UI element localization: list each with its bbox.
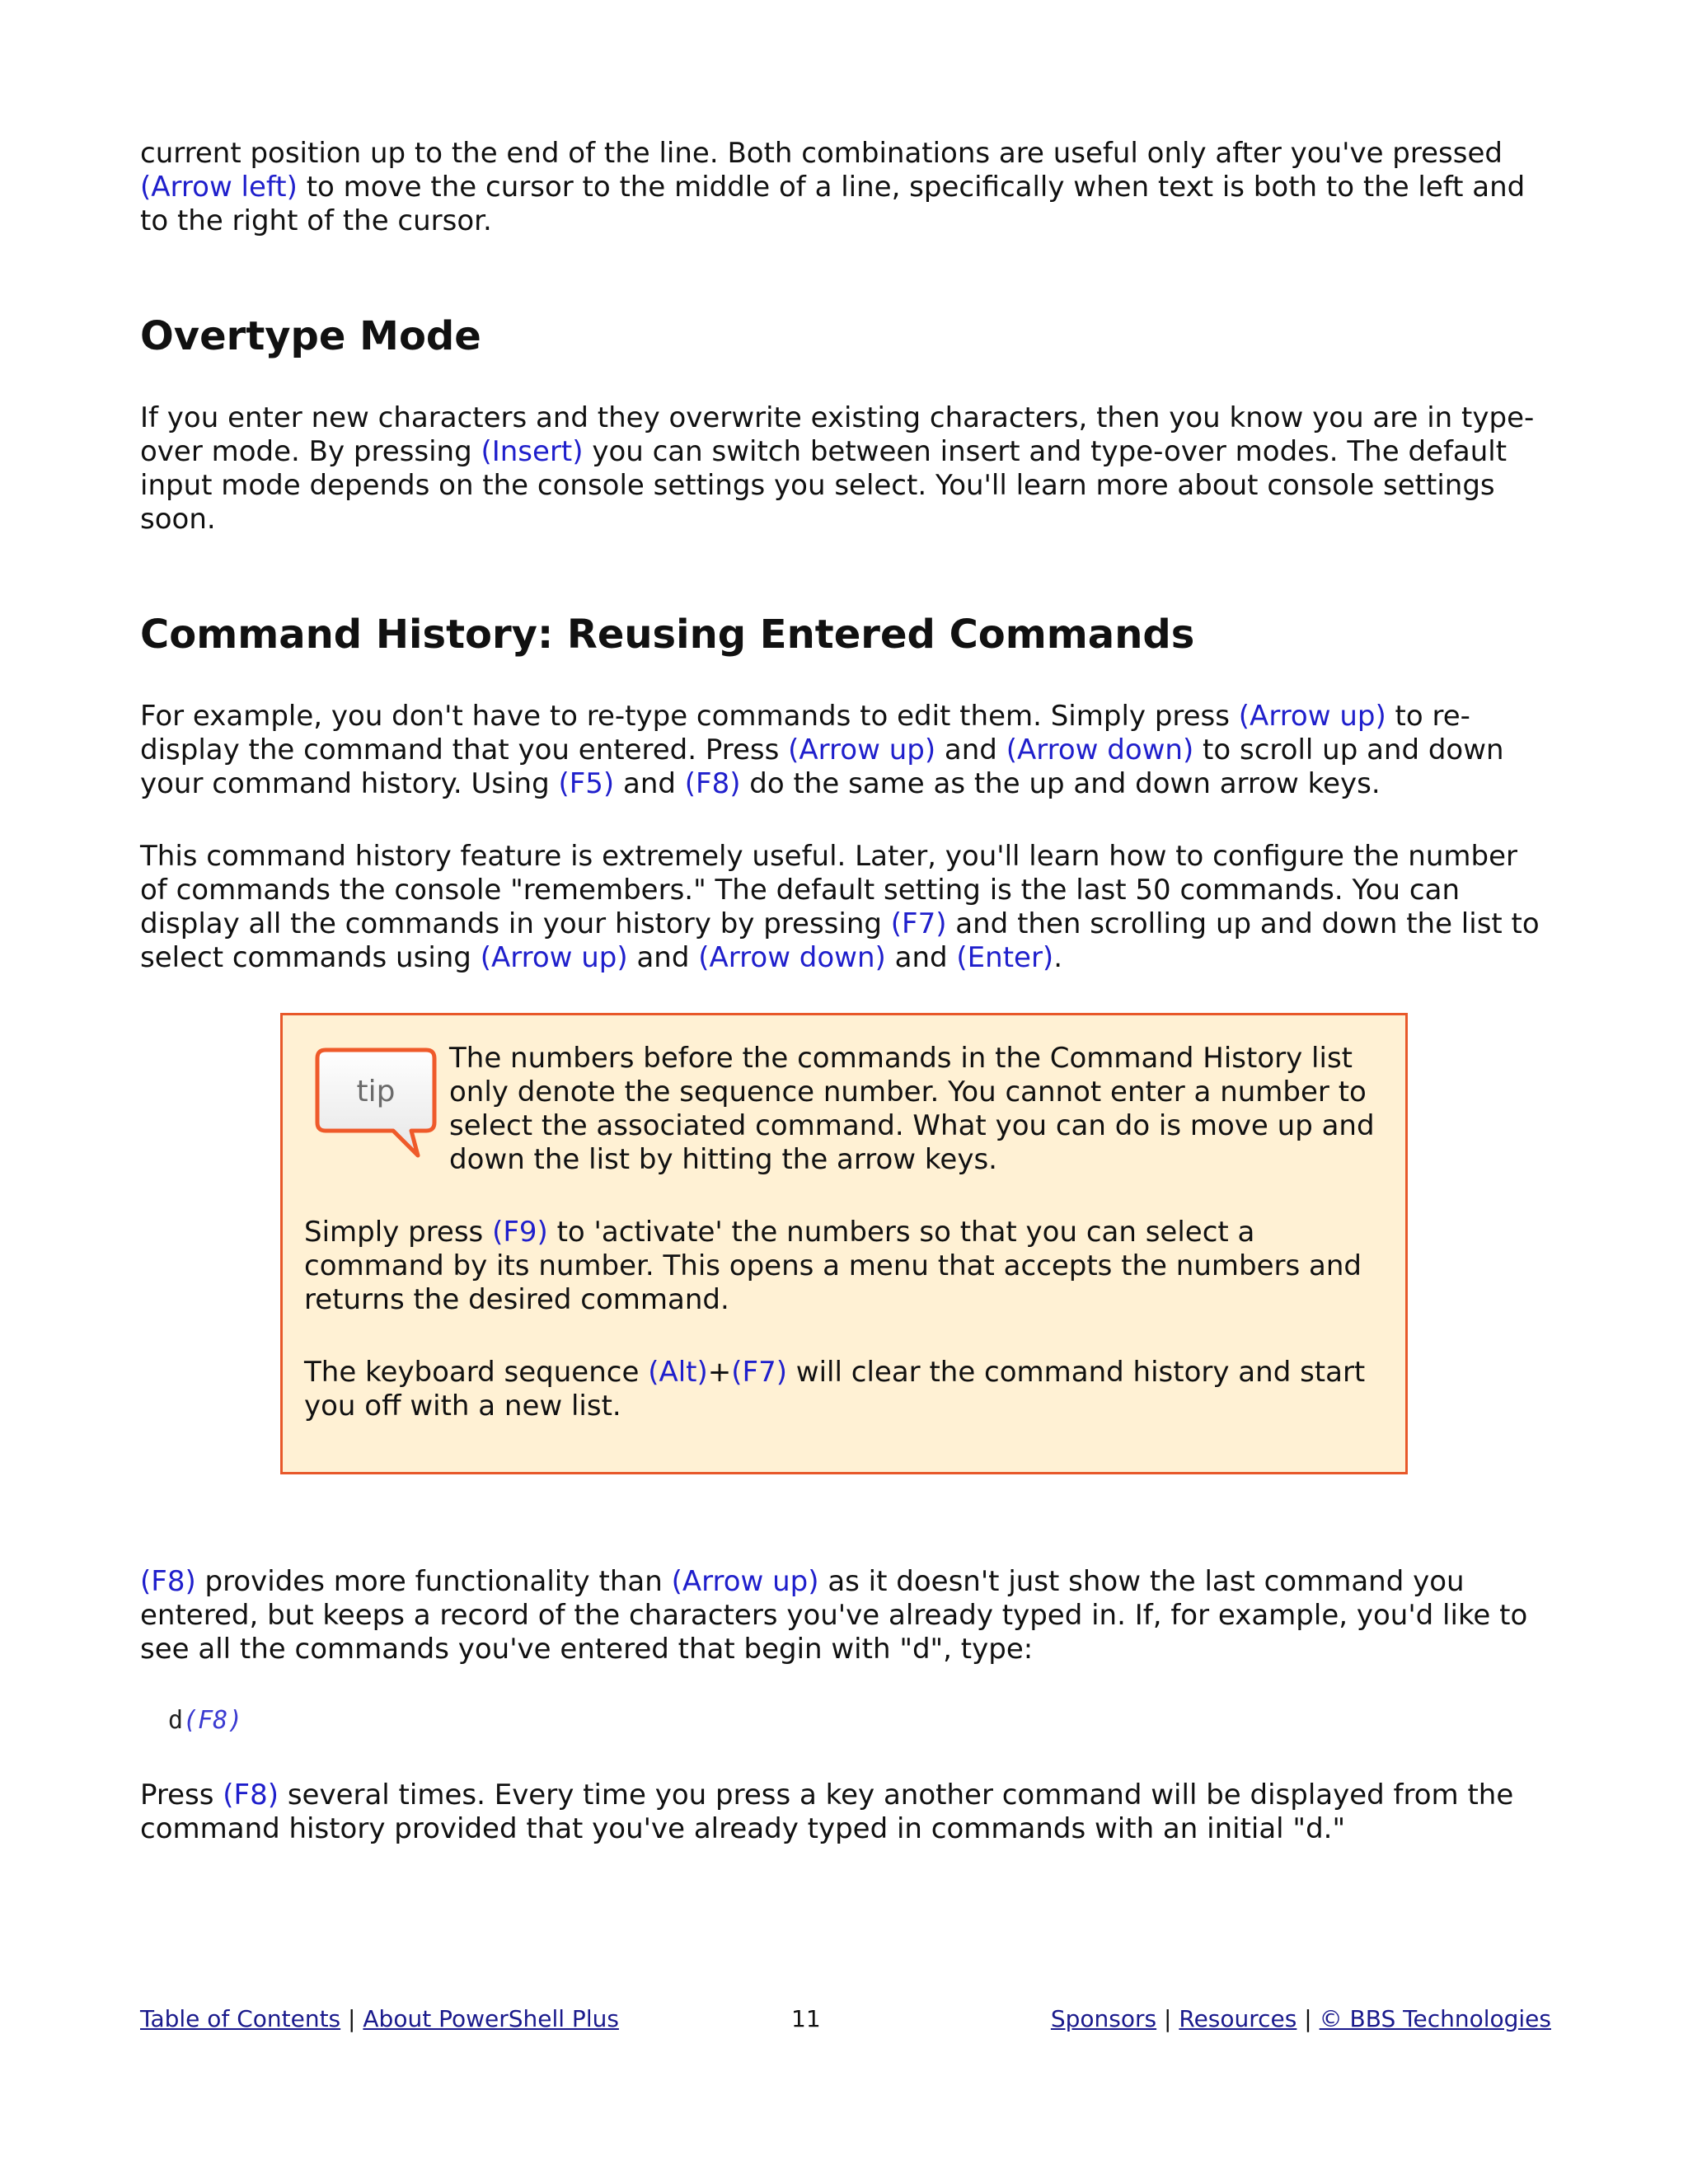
text-run: provides more functionality than	[195, 1565, 672, 1598]
key-arrow-up: (Arrow up)	[671, 1565, 819, 1598]
key-f7: (F7)	[890, 907, 947, 940]
key-f8: (F8)	[140, 1565, 196, 1598]
text-run: +	[707, 1356, 732, 1389]
text-run: Simply press	[304, 1216, 493, 1249]
text-run: Press	[140, 1779, 223, 1811]
history-paragraph-2	[140, 840, 1551, 975]
text-run: and then scrolling up and down the list to select commands using	[140, 907, 1540, 974]
tip-box	[280, 1013, 1408, 1474]
text-run: If you enter new characters and they overwrite existing characters, then you know you are in type-over mode. By pressing	[140, 401, 1535, 468]
resources-link[interactable]: Resources	[1179, 2005, 1297, 2032]
bbs-technologies-link[interactable]: © BBS Technologies	[1319, 2005, 1551, 2032]
key-enter: (Enter)	[956, 941, 1054, 974]
footer-separator: |	[348, 2005, 356, 2032]
about-powershell-plus-link[interactable]: About PowerShell Plus	[363, 2005, 619, 2032]
key-f9: (F9)	[492, 1216, 548, 1249]
page-number: 11	[791, 2005, 821, 2032]
key-f8: (F8)	[223, 1779, 279, 1811]
text-run: This command history feature is extremely useful. Later, you'll learn how to configure the number of commands the console "remembers." The default setting is the last 50 commands. You can display all the commands in your history by pressing	[140, 840, 1517, 940]
text-run: and	[885, 941, 957, 974]
tip-paragraph-2	[304, 1216, 1386, 1317]
intro-paragraph	[140, 137, 1551, 238]
tip-paragraph-1: The numbers before the commands in the Command History list only denote the sequence number. You cannot enter a number to select the associated command. What you can do is move up and down the list by hitting the arrow keys.	[449, 1042, 1375, 1176]
key-arrow-down: (Arrow down)	[1006, 733, 1194, 766]
page-content	[140, 137, 1551, 1846]
history-paragraph-1	[140, 700, 1551, 801]
footer-left-links	[140, 2003, 619, 2036]
f8-paragraph	[140, 1565, 1551, 1666]
code-example	[168, 1704, 1551, 1737]
overtype-heading: Overtype Mode	[140, 313, 481, 359]
text-run: For example, you don't have to re-type commands to edit them. Simply press	[140, 700, 1239, 733]
text-run: to re-display the command that you entered. Press	[140, 700, 1470, 766]
key-alt: (Alt)	[648, 1356, 708, 1389]
footer-separator: |	[1304, 2005, 1312, 2032]
text-run: to 'activate' the numbers so that you can select a command by its number. This opens a menu that accepts the numbers and returns the desired command.	[304, 1216, 1362, 1316]
code-key-f8: (F8)	[183, 1706, 243, 1735]
footer-separator: |	[1164, 2005, 1172, 2032]
text-run: will clear the command history and start you off with a new list.	[304, 1356, 1366, 1422]
overtype-paragraph	[140, 401, 1551, 537]
command-history-heading: Command History: Reusing Entered Commands	[140, 612, 1195, 658]
text-run: and	[627, 941, 699, 974]
key-f8: (F8)	[684, 767, 741, 800]
text-run: as it doesn't just show the last command you entered, but keeps a record of the characters you've already typed in. If, for example, you'd like to see all the commands you've entered that begin with "d", type:	[140, 1565, 1528, 1666]
table-of-contents-link[interactable]: Table of Contents	[140, 2005, 341, 2032]
text-run: do the same as the up and down arrow keys.	[740, 767, 1381, 800]
tip-paragraph-3	[304, 1356, 1386, 1423]
text-run: and	[614, 767, 685, 800]
key-f7: (F7)	[731, 1356, 787, 1389]
text-run: current position up to the end of the line. Both combinations are useful only after you've pressed	[140, 137, 1503, 170]
press-f8-paragraph	[140, 1779, 1551, 1846]
tip-speech-bubble-icon	[314, 1047, 438, 1162]
text-run: several times. Every time you press a key another command will be displayed from the command history provided that you've already typed in commands with an initial "d."	[140, 1779, 1514, 1845]
page-footer	[140, 2003, 1551, 2036]
key-insert: (Insert)	[481, 435, 584, 468]
key-f5: (F5)	[558, 767, 615, 800]
sponsors-link[interactable]: Sponsors	[1050, 2005, 1157, 2032]
code-text: d	[168, 1706, 184, 1735]
key-arrow-up: (Arrow up)	[788, 733, 936, 766]
key-arrow-left: (Arrow left)	[140, 171, 298, 204]
text-run: you can switch between insert and type-over modes. The default input mode depends on the console settings you select. You'll learn more about console settings soon.	[140, 435, 1507, 536]
footer-right-links	[1051, 2003, 1551, 2036]
tip-icon-label: tip	[356, 1075, 396, 1108]
text-run: and	[935, 733, 1006, 766]
text-run: to move the cursor to the middle of a line, specifically when text is both to the left and to the right of the cursor.	[140, 171, 1526, 237]
text-run: .	[1053, 941, 1063, 974]
key-arrow-up: (Arrow up)	[1238, 700, 1386, 733]
key-arrow-up: (Arrow up)	[480, 941, 628, 974]
text-run: The keyboard sequence	[304, 1356, 649, 1389]
key-arrow-down: (Arrow down)	[698, 941, 886, 974]
text-run: to scroll up and down your command history. Using	[140, 733, 1504, 800]
